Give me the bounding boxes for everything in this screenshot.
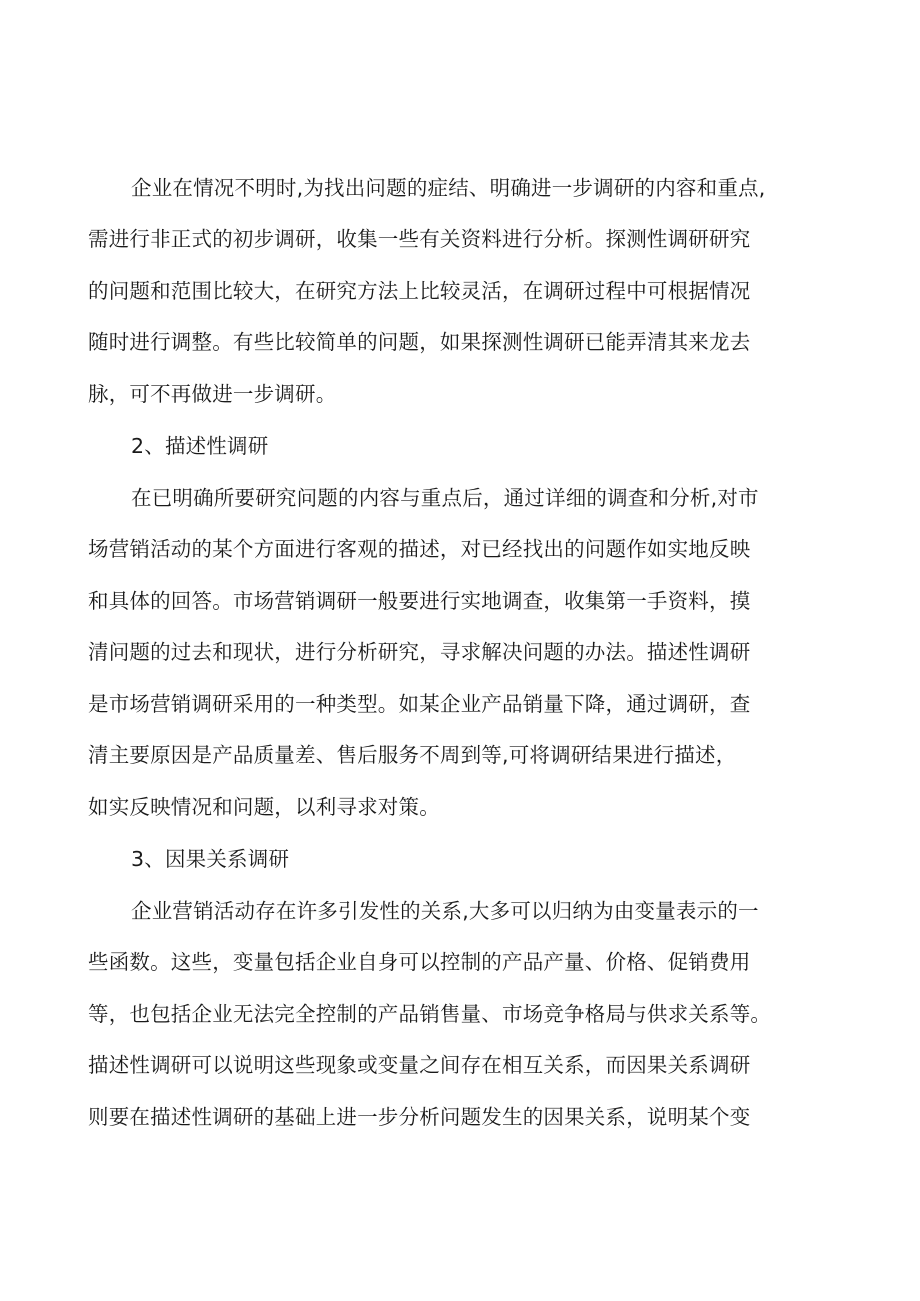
paragraph-line: 描述性调研可以说明这些现象或变量之间存在相互关系，而因果关系调研	[88, 1053, 751, 1077]
paragraph-line: 清主要原因是产品质量差、售后服务不周到等,可将调研结果进行描述，	[88, 743, 737, 767]
paragraph-line: 是市场营销调研采用的一种类型。如某企业产品销量下降，通过调研，查	[88, 692, 751, 716]
paragraph-line: 场营销活动的某个方面进行客观的描述，对已经找出的问题作如实地反映	[88, 537, 751, 561]
paragraph-line: 的问题和范围比较大，在研究方法上比较灵活，在调研过程中可根据情况	[88, 279, 751, 303]
paragraph-line: 随时进行调整。有些比较简单的问题，如果探测性调研已能弄清其来龙去	[88, 330, 751, 354]
section-heading: 2、描述性调研	[131, 434, 269, 458]
paragraph-line: 企业在情况不明时,为找出问题的症结、明确进一步调研的内容和重点,	[131, 176, 766, 200]
paragraph-line: 企业营销活动存在许多引发性的关系,大多可以归纳为由变量表示的一	[131, 899, 759, 923]
paragraph-line: 脉，可不再做进一步调研。	[88, 382, 337, 406]
paragraph-line: 需进行非正式的初步调研，收集一些有关资料进行分析。探测性调研研究	[88, 227, 751, 251]
paragraph-line: 则要在描述性调研的基础上进一步分析问题发生的因果关系，说明某个变	[88, 1105, 751, 1129]
paragraph-line: 如实反映情况和问题，以利寻求对策。	[88, 795, 440, 819]
section-heading: 3、因果关系调研	[131, 847, 290, 871]
paragraph-line: 清问题的过去和现状，进行分析研究，寻求解决问题的办法。描述性调研	[88, 640, 751, 664]
paragraph-line: 些函数。这些，变量包括企业自身可以控制的产品产量、价格、促销费用	[88, 950, 751, 974]
paragraph-line: 和具体的回答。市场营销调研一般要进行实地调查，收集第一手资料，摸	[88, 589, 751, 613]
paragraph-line: 在已明确所要研究问题的内容与重点后，通过详细的调查和分析,对市	[131, 486, 759, 510]
paragraph-line: 等，也包括企业无法完全控制的产品销售量、市场竞争格局与供求关系等。	[88, 1002, 772, 1026]
